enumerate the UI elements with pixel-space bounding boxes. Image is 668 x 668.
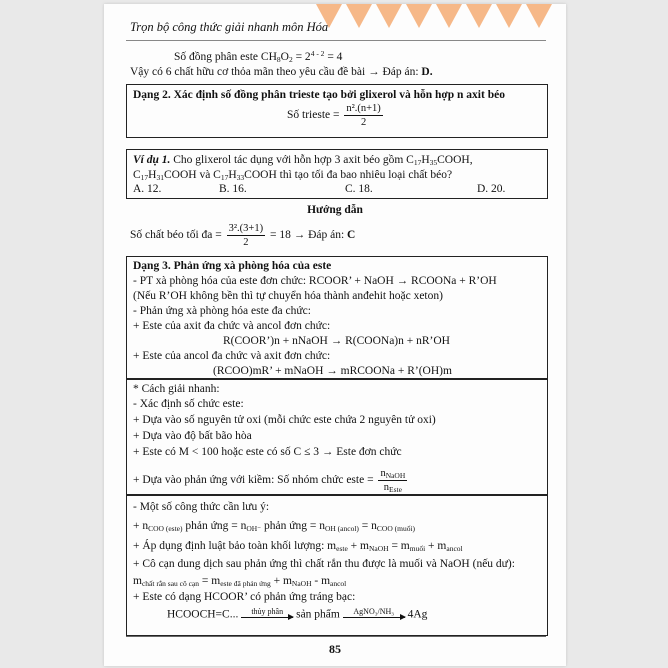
document-page [104, 4, 566, 666]
dang3-line-3: - Phản ứng xà phòng hóa este đa chức: [133, 305, 311, 317]
quick-line-5: + Este có M < 100 hoặc este có số C ≤ 3 → Este đơn chức [133, 446, 402, 458]
dang2-title: Dạng 2. Xác định số đồng phân trieste tạo bởi glixerol và hỗn hợp n axit béo [133, 89, 505, 101]
option-c: C. 18. [345, 183, 373, 195]
notes-line-4: + Cô cạn dung dịch sau phản ứng thì chất rắn thu được là muối và NaOH (nếu dư): [133, 558, 515, 570]
header-divider [126, 40, 546, 41]
notes-line-3: + Áp dụng định luật bảo toàn khối lượng: $m_{este} + m_{NaOH} = m_{muối} + m_{ancol}$ [133, 540, 463, 553]
option-a: A. 12. [133, 183, 162, 195]
quick-line-1: * Cách giải nhanh: [133, 383, 220, 395]
guide-formula: Số chất béo tối đa = $\frac{\text{3².(3+1)}}{2}$ = 18 → Đáp án: C [130, 223, 356, 248]
dang3-title: Dạng 3. Phản ứng xà phòng hóa của este [133, 260, 332, 272]
intro-line-1: Số đồng phân este $CH_8O_2 = 2^{4 - 2} = 4$ [174, 49, 343, 64]
notes-line-2: + $n_{COO (este)}$ phản ứng = $n_{OH^-}$ phản ứng = $n_{OH (ancol)} = n_{COO (muối)}$ [133, 520, 416, 533]
dang3-line-6: + Este của ancol đa chức và axit đơn chức: [133, 350, 331, 362]
header-decoration [316, 4, 566, 30]
quick-line-4: + Dựa vào độ bất bão hòa [133, 430, 252, 442]
notes-box [126, 494, 548, 636]
dang3-equation-1: R(COOR’)n + nNaOH → R(COONa)n + nR’OH [223, 335, 450, 347]
page-number: 85 [329, 642, 341, 656]
intro-line-2: Vậy có 6 chất hữu cơ thỏa mãn theo yêu cầu đề bài → Đáp án: D. [130, 66, 433, 78]
dang3-line-2: (Nếu R’OH không bền thì tự chuyển hóa thành anđehit hoặc xeton) [133, 290, 443, 302]
quick-line-2: - Xác định số chức este: [133, 398, 244, 410]
notes-line-5: $m_{chất rắn sau cô cạn} = m_{este đã phản ứng} + m_{NaOH} - m_{ancol}$ [133, 575, 347, 588]
example-line-1: Ví dụ 1. Cho glixerol tác dụng với hỗn hợp 3 axit béo gồm $C_{17}H_{35}COOH$, [133, 154, 473, 167]
notes-line-6: + Este có dạng HCOOR’ có phản ứng tráng bạc: [133, 591, 356, 603]
dang3-box [126, 256, 548, 380]
dang2-box [126, 84, 548, 138]
guide-heading: Hướng dẫn [307, 204, 363, 216]
example-line-2: $C_{17}H_{31}COOH$ và $C_{17}H_{33}COOH$ thì tạo tối đa bao nhiêu loại chất béo? [133, 169, 453, 182]
notes-line-1: - Một số công thức cần lưu ý: [133, 501, 270, 513]
dang3-line-4: + Este của axit đa chức và ancol đơn chức: [133, 320, 331, 332]
notes-reaction: HCOOCH=C... thủy phân sản phẩm AgNO₃/NH₃ 4Ag [167, 607, 428, 621]
header-title: Trọn bộ công thức giải nhanh môn Hóa [130, 20, 329, 34]
quick-line-3: + Dựa vào số nguyên tử oxi (mỗi chức este chứa 2 nguyên tử oxi) [133, 414, 436, 426]
quick-line-6: + Dựa vào phản ứng với kiềm: Số nhóm chức este = $\frac{n_{NaOH}}{n_{Este}}$ [133, 468, 406, 494]
option-d: D. 20. [477, 183, 506, 195]
footer-divider [126, 636, 546, 637]
dang3-line-1: - PT xà phòng hóa của este đơn chức: RCOOR’ + NaOH → RCOONa + R’OH [133, 275, 497, 287]
dang2-formula: Số trieste = $\frac{\text{n².(n+1)}}{2}$ [287, 103, 381, 128]
option-b: B. 16. [219, 183, 247, 195]
dang3-equation-2: (RCOO)mR’ + mNaOH → mRCOONa + R’(OH)m [213, 365, 452, 377]
example-box [126, 149, 548, 199]
quick-box [126, 378, 548, 496]
